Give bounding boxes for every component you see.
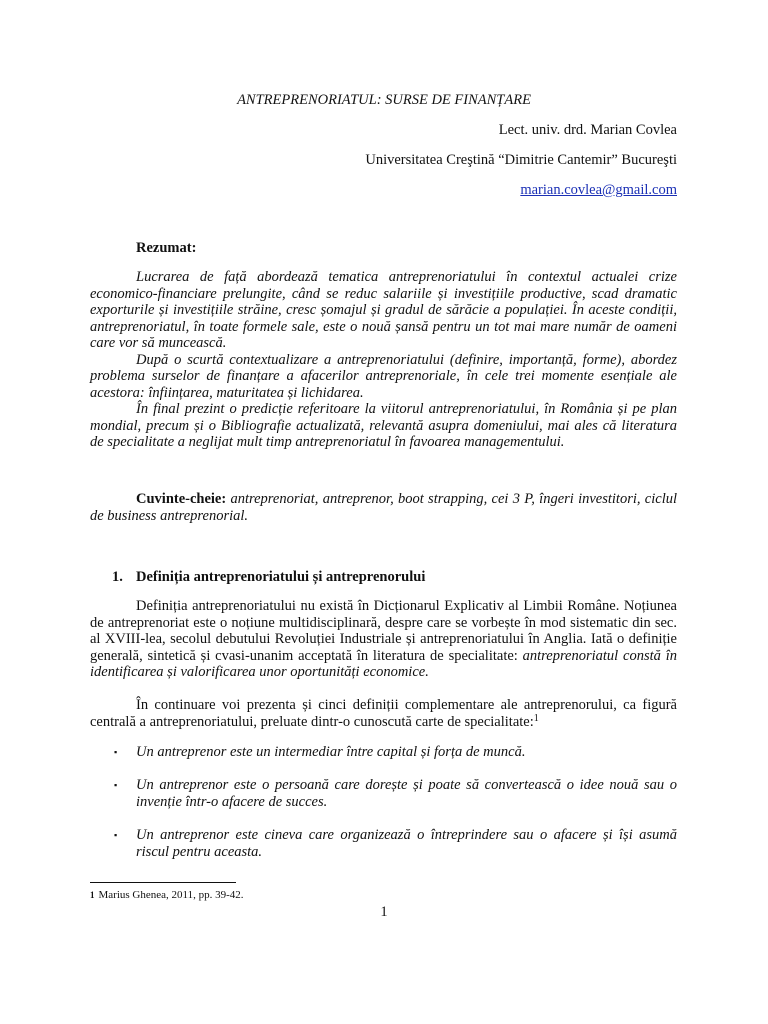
keywords-label: Cuvinte-cheie: [136,491,227,507]
footnote-reference[interactable]: 1 [533,712,539,724]
paragraph-text: În continuare voi prezenta și cinci definiții complementare ale antreprenorului, ca figură centrală a antreprenoriatului, preluate dintr-o cunoscută carte de specialitate: [90,697,677,730]
square-bullet-icon: ▪ [114,747,118,757]
keywords-text: antreprenoriat, antreprenor, boot strapping, cei 3 P, îngeri investitori, ciclul de business antreprenorial. [90,491,677,524]
section-heading [112,569,425,585]
footnote-marker: 1 [90,890,95,900]
author-affiliation: Universitatea Creştină “Dimitrie Cantemir” Bucureşti [365,152,677,168]
abstract-heading: Rezumat: [136,240,197,256]
section-title: Definiția antreprenoriatului și antreprenorului [136,569,426,585]
footnote-text: Marius Ghenea, 2011, pp. 39-42. [98,889,244,901]
page-number: 1 [380,904,388,920]
abstract-paragraph: După o scurtă contextualizare a antreprenoriatului (definire, importanță, forme), abordez problema surselor de finanțare a afacerilor antreprenoriale, în cele trei momente esențiale ale acestora: înființarea, maturitatea și lichidarea. [90,351,677,401]
author-email-link[interactable]: marian.covlea@gmail.com [520,182,677,198]
abstract-paragraph: Lucrarea de față abordează tematica antreprenoriatului în contextul actualei crize economico-financiare prelungite, când se reduc salariile și investițiile productive, scad dramatic exporturile și investițiile străine, cresc șomajul și gradul de sărăcie a populației. În aceste condiții, antreprenoriatul, în toate formele sale, este o nouă șansă pentru un tot mai mare număr de oameni care vor să muncească. [90,269,677,351]
author-name: Lect. univ. drd. Marian Covlea [498,122,677,138]
definition-list-item [114,744,677,761]
keywords [90,491,677,524]
section-paragraph [90,697,677,730]
abstract-body [90,269,677,451]
list-item-text: Un antreprenor este o persoană care dorește și poate să convertească o idee nouă sau o invenție într-o afacere de succes. [136,777,677,810]
definition-list-item [114,777,677,811]
section-paragraph [90,598,677,681]
section-number: 1. [112,569,123,585]
footnote-divider [90,882,236,883]
list-item-text: Un antreprenor este cineva care organizează o întreprindere sau o afacere și își asumă riscul pentru aceasta. [136,827,677,860]
footnote [90,889,244,901]
square-bullet-icon: ▪ [114,780,118,790]
paragraph-text: Definiția antreprenoriatului nu există în Dicționarul Explicativ al Limbii Române. Noțiunea de antreprenoriat este o noțiune multidisciplinară, despre care se vorbește în mod sistematic din sec. al XVIII-lea, secolul debutului Revoluției Industriale și antreprenoriatului în Anglia. Iată o definiție generală, sintetică și cvasi-unanim acceptată în literatura de specialitate: [90,598,677,664]
definition-list-item [114,827,677,861]
list-item-text: Un antreprenor este un intermediar între capital și forța de muncă. [136,744,526,760]
paper-title: ANTREPRENORIATUL: SURSE DE FINANȚARE [237,92,531,108]
paragraph-emphasis: antreprenoriatul constă în identificarea și valorificarea unor oportunități economice. [90,647,677,680]
square-bullet-icon: ▪ [114,830,118,840]
abstract-paragraph: În final prezint o predicție referitoare la viitorul antreprenoriatului, în România și pe plan mondial, precum și o Bibliografie actualizată, relevantă asupra domeniului, mai ales că literatura de specialitate a neglijat mult timp antreprenoriatul în favoarea managementului. [90,401,677,450]
